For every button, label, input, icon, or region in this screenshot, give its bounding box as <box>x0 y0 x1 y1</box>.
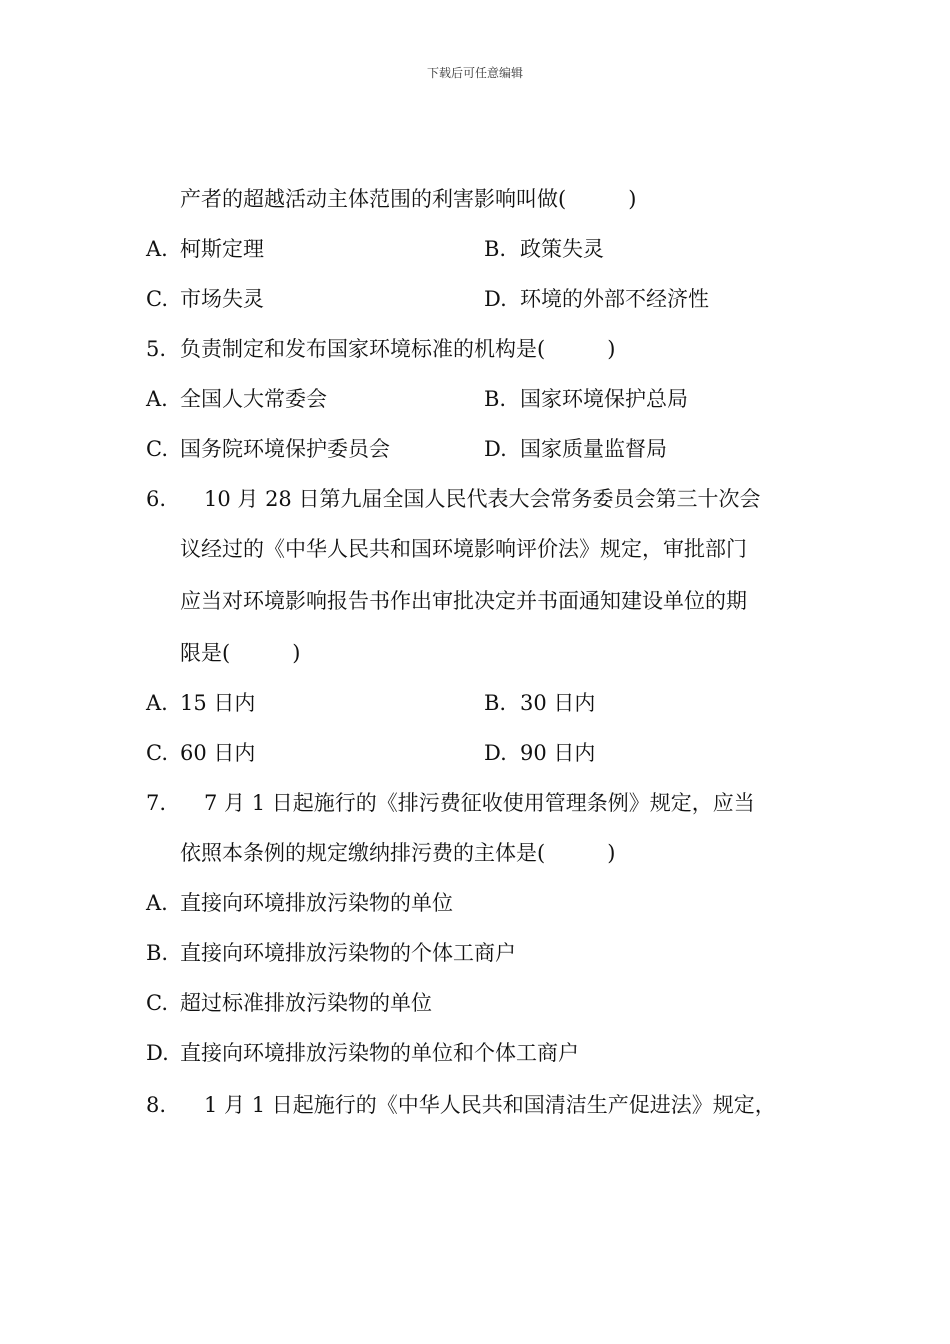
option-a-text: 15 日内 <box>180 691 256 715</box>
option-a-label: A. <box>146 237 168 261</box>
question-5 <box>146 334 846 364</box>
question-4-stem: 产者的超越活动主体范围的利害影响叫做( <box>180 187 567 211</box>
question-number: 7. <box>146 791 167 815</box>
page-header-note: 下载后可任意编辑 <box>426 66 523 80</box>
option-d-label: D. <box>146 1041 169 1065</box>
question-7-line-1: 7 月 1 日起施行的《排污费征收使用管理条例》规定，应当 <box>204 791 755 815</box>
option-a-text: 柯斯定理 <box>180 237 264 261</box>
option-row <box>146 888 846 918</box>
option-a-label: A. <box>146 891 168 915</box>
answer-blank-close: ) <box>292 641 301 665</box>
option-d-text: 环境的外部不经济性 <box>520 287 709 311</box>
option-b-text: 政策失灵 <box>520 237 604 261</box>
question-6-line-1: 10 月 28 日第九届全国人民代表大会常务委员会第三十次会 <box>204 487 761 511</box>
option-a-text: 直接向环境排放污染物的单位 <box>180 891 453 915</box>
question-8 <box>146 1090 846 1120</box>
option-b-text: 国家环境保护总局 <box>520 387 688 411</box>
option-row <box>146 1038 846 1068</box>
question-8-line-1: 1 月 1 日起施行的《中华人民共和国清洁生产促进法》规定， <box>204 1093 776 1117</box>
question-6 <box>146 484 846 514</box>
option-d-text: 90 日内 <box>520 741 596 765</box>
option-c-text: 市场失灵 <box>180 287 264 311</box>
option-b-text: 30 日内 <box>520 691 596 715</box>
option-b-label: B. <box>484 691 507 715</box>
option-row <box>146 688 846 718</box>
option-c-text: 60 日内 <box>180 741 256 765</box>
option-d-label: D. <box>484 437 507 461</box>
option-d-text: 直接向环境排放污染物的单位和个体工商户 <box>180 1041 579 1065</box>
option-c-label: C. <box>146 287 168 311</box>
question-6-line-3: 应当对环境影响报告书作出审批决定并书面通知建设单位的期 <box>180 589 747 613</box>
option-d-label: D. <box>484 741 507 765</box>
option-row <box>146 938 846 968</box>
answer-blank-close: ) <box>628 187 637 211</box>
option-c-label: C. <box>146 741 168 765</box>
option-b-label: B. <box>484 387 507 411</box>
question-7 <box>146 788 846 818</box>
option-b-label: B. <box>484 237 507 261</box>
answer-blank-close: ) <box>607 337 616 361</box>
option-b-text: 直接向环境排放污染物的个体工商户 <box>180 941 516 965</box>
question-6-line-4 <box>180 638 300 668</box>
question-7-stem-end: 依照本条例的规定缴纳排污费的主体是( <box>180 841 546 865</box>
option-a-text: 全国人大常委会 <box>180 387 327 411</box>
question-5-stem: 负责制定和发布国家环境标准的机构是( <box>180 337 546 361</box>
option-c-label: C. <box>146 437 168 461</box>
question-6-stem-end: 限是( <box>180 641 231 665</box>
question-6-line-2: 议经过的《中华人民共和国环境影响评价法》规定，审批部门 <box>180 537 747 561</box>
option-row <box>146 988 846 1018</box>
option-c-text: 国务院环境保护委员会 <box>180 437 390 461</box>
question-7-line-2 <box>180 838 615 868</box>
question-number: 8. <box>146 1093 167 1117</box>
option-a-label: A. <box>146 691 168 715</box>
question-number: 6. <box>146 487 167 511</box>
option-row <box>146 738 846 768</box>
question-number: 5. <box>146 337 167 361</box>
option-c-text: 超过标准排放污染物的单位 <box>180 991 432 1015</box>
option-c-label: C. <box>146 991 168 1015</box>
option-row <box>146 384 846 414</box>
option-row <box>146 234 846 264</box>
answer-blank-close: ) <box>607 841 616 865</box>
option-d-label: D. <box>484 287 507 311</box>
option-b-label: B. <box>146 941 169 965</box>
option-a-label: A. <box>146 387 168 411</box>
option-d-text: 国家质量监督局 <box>520 437 667 461</box>
question-4-continuation <box>180 184 636 214</box>
option-row <box>146 284 846 314</box>
option-row <box>146 434 846 464</box>
